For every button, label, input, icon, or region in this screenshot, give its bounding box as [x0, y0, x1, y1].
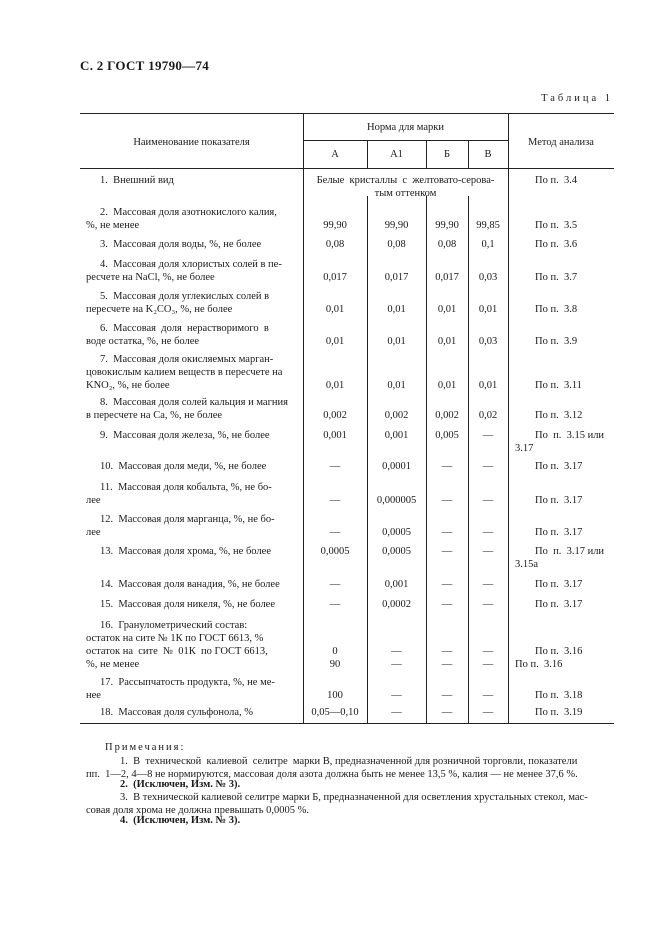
- grade-value: 0,01: [325, 304, 345, 315]
- method-line: По п. 3.6: [535, 239, 578, 250]
- row-name-line: KNO₂, %, не более: [86, 380, 170, 391]
- row-name-line: остаток на сите № 01К по ГОСТ 6613,: [86, 646, 268, 657]
- grade-value: —: [441, 546, 453, 557]
- grade-value: 0,0001: [382, 461, 411, 472]
- method-line: По п. 3.4: [535, 175, 578, 186]
- row-name-line: 5. Массовая доля углекислых солей в: [100, 291, 270, 302]
- grade-value: 0,03: [478, 336, 498, 347]
- row-name-line: нее: [86, 690, 101, 701]
- grade-value: 99,85: [476, 220, 500, 231]
- grade-value: —: [391, 690, 402, 701]
- method-line: По п. 3.17: [535, 579, 583, 590]
- row-name-line: 18. Массовая доля сульфонола, %: [100, 707, 254, 718]
- column-header-name: Наименование показателя: [133, 137, 250, 148]
- grade-value: —: [391, 707, 402, 718]
- grade-value: 0,01: [478, 304, 498, 315]
- grade-value: —: [482, 495, 494, 506]
- row-name-line: 2. Массовая доля азотнокислого калия,: [100, 207, 277, 218]
- row-name-line: %, не менее: [86, 220, 140, 231]
- grade-header-a: А: [331, 149, 339, 160]
- row-name-line: воде остатка, %, не более: [86, 336, 200, 347]
- merged-value-line: Белые кристаллы с желтовато-серова-: [316, 175, 495, 186]
- row-name-line: цовокислым калием веществ в пересчете на: [86, 367, 283, 378]
- note-line: 4. (Исключен, Изм. № 3).: [120, 815, 241, 826]
- note-line: пп. 1—2, 4—8 не нормируются, массовая доля азота должна быть не менее 13,5 %, калия — не менее 37,6 %.: [86, 769, 578, 780]
- row-name-line: 10. Массовая доля меди, %, не более: [100, 461, 267, 472]
- column-header-method: Метод анализа: [528, 137, 594, 148]
- row-name-line: ресчете на NaCl, %, не более: [86, 272, 215, 283]
- grade-value: —: [482, 707, 494, 718]
- method-line: По п. 3.15 или: [535, 430, 605, 441]
- note-line: 1. В технической калиевой селитре марки В, предназначенной для розничной торговли, показатели: [120, 756, 578, 767]
- grade-value: —: [441, 579, 453, 590]
- grade-value: —: [329, 579, 341, 590]
- grade-value: —: [482, 690, 494, 701]
- grade-header-a1: А1: [390, 149, 403, 160]
- grade-value: 0,000005: [376, 495, 417, 506]
- grade-value: 0,01: [325, 336, 345, 347]
- grade-value: 99,90: [384, 220, 409, 231]
- grade-value: 0,01: [437, 380, 457, 391]
- grade-value: 100: [327, 690, 343, 701]
- grade-value: —: [441, 646, 453, 657]
- method-line: По п. 3.18: [535, 690, 583, 701]
- grade-value: —: [482, 579, 494, 590]
- grade-value: —: [441, 659, 453, 670]
- row-name-line: лее: [86, 527, 101, 538]
- grade-value: 0,002: [323, 410, 347, 421]
- row-name-line: 9. Массовая доля железа, %, не более: [100, 430, 270, 441]
- grade-value: 0,01: [325, 380, 345, 391]
- table-header-bottom-rule: [80, 168, 614, 169]
- grade-value: 0,01: [437, 336, 457, 347]
- method-line: 3.15а: [515, 559, 539, 570]
- table-header-inner-rule: [303, 140, 508, 141]
- grade-value: 0,017: [384, 272, 409, 283]
- grade-value: 0,1: [481, 239, 495, 250]
- grade-value: 90: [329, 659, 341, 670]
- method-line: По п. 3.17: [535, 461, 583, 472]
- row-name-line: лее: [86, 495, 101, 506]
- grade-value: —: [482, 430, 494, 441]
- method-line: По п. 3.7: [535, 272, 578, 283]
- method-line: По п. 3.17: [535, 527, 583, 538]
- grade-value: 0,005: [435, 430, 459, 441]
- grade-header-v: В: [484, 149, 492, 160]
- merged-value-line: тым оттенком: [374, 188, 437, 199]
- row-name-line: 13. Массовая доля хрома, %, не более: [100, 546, 271, 557]
- row-name-line: 16. Гранулометрический состав:: [100, 620, 248, 631]
- grade-value: 0,01: [387, 380, 406, 391]
- note-line: совая доля хрома не должна превышать 0,0005 %.: [86, 805, 310, 816]
- grade-value: 0,03: [478, 272, 498, 283]
- grade-value: —: [441, 707, 453, 718]
- column-header-norm: Норма для марки: [366, 122, 445, 133]
- method-line: 3.17: [515, 443, 534, 454]
- grade-value: 0,08: [437, 239, 457, 250]
- table-label: Таблица 1: [541, 93, 613, 104]
- page-header: С. 2 ГОСТ 19790—74: [80, 58, 210, 73]
- grade-value: —: [329, 599, 341, 610]
- grade-value: 0,0005: [320, 546, 350, 557]
- row-name-line: %, не менее: [86, 659, 140, 670]
- grade-value: 0,01: [387, 336, 406, 347]
- row-name-line: 3. Массовая доля воды, %, не более: [100, 239, 262, 250]
- method-line: По п. 3.19: [535, 707, 583, 718]
- grade-value: —: [441, 495, 453, 506]
- method-line: По п. 3.16: [515, 659, 563, 670]
- row-name-line: в пересчете на Са, %, не более: [86, 410, 223, 421]
- table-top-rule: [80, 113, 614, 114]
- grade-value: 0,002: [435, 410, 459, 421]
- grade-value: —: [391, 646, 402, 657]
- method-line: По п. 3.8: [535, 304, 578, 315]
- grade-value: 0,017: [435, 272, 459, 283]
- grade-value: 0,02: [478, 410, 498, 421]
- method-line: По п. 3.9: [535, 336, 578, 347]
- grade-value: 0,01: [387, 304, 406, 315]
- col-divider: [508, 113, 509, 723]
- row-name-line: 11. Массовая доля кобальта, %, не бо-: [100, 482, 272, 493]
- notes-title: Примечания:: [105, 742, 186, 753]
- grade-value: 0,08: [387, 239, 406, 250]
- method-line: По п. 3.16: [535, 646, 583, 657]
- grade-value: 0,08: [325, 239, 345, 250]
- grade-value: —: [482, 527, 494, 538]
- method-line: По п. 3.12: [535, 410, 583, 421]
- grade-value: 0: [332, 646, 338, 657]
- grade-value: —: [482, 646, 494, 657]
- row-name-line: 7. Массовая доля окисляемых марган-: [100, 354, 274, 365]
- row-name-line: 12. Массовая доля марганца, %, не бо-: [100, 514, 275, 525]
- row-name-line: 1. Внешний вид: [100, 175, 174, 186]
- method-line: По п. 3.17: [535, 495, 583, 506]
- grade-value: 0,01: [437, 304, 457, 315]
- grade-value: 0,001: [384, 430, 409, 441]
- note-line: 3. В технической калиевой селитре марки Б, предназначенной для осветления хрустальных стекол, мас-: [120, 792, 588, 803]
- row-name-line: 17. Рассыпчатость продукта, %, не ме-: [100, 677, 275, 688]
- row-name-line: остаток на сите № 1К по ГОСТ 6613, %: [86, 633, 264, 644]
- grade-value: —: [441, 527, 453, 538]
- grade-value: 0,001: [384, 579, 409, 590]
- grade-value: —: [329, 461, 341, 472]
- row-name-line: 14. Массовая доля ванадия, %, не более: [100, 579, 280, 590]
- method-line: По п. 3.17 или: [535, 546, 605, 557]
- grade-value: 0,017: [323, 272, 347, 283]
- grade-value: 99,90: [435, 220, 459, 231]
- row-name-line: 8. Массовая доля солей кальция и магния: [100, 397, 288, 408]
- row-name-line: пересчете на K₂CO₃, %, не более: [86, 304, 233, 315]
- grade-value: —: [391, 659, 402, 670]
- method-line: По п. 3.11: [535, 380, 582, 391]
- row-name-line: 15. Массовая доля никеля, %, не более: [100, 599, 275, 610]
- grade-value: —: [482, 546, 494, 557]
- grade-value: 0,002: [384, 410, 409, 421]
- grade-header-b: Б: [443, 149, 451, 160]
- method-line: По п. 3.17: [535, 599, 583, 610]
- grade-value: 0,0002: [382, 599, 411, 610]
- grade-value: 0,01: [478, 380, 498, 391]
- grade-value: —: [482, 599, 494, 610]
- row-name-line: 6. Массовая доля нерастворимого в: [100, 323, 269, 334]
- row-name-line: 4. Массовая доля хлористых солей в пе-: [100, 259, 282, 270]
- grade-value: —: [441, 690, 453, 701]
- grade-value: 99,90: [323, 220, 347, 231]
- grade-value: —: [441, 461, 453, 472]
- table-bottom-rule: [80, 723, 614, 724]
- method-line: По п. 3.5: [535, 220, 578, 231]
- grade-value: —: [482, 659, 494, 670]
- grade-value: —: [441, 599, 453, 610]
- grade-value: —: [329, 527, 341, 538]
- grade-value: 0,05—0,10: [311, 707, 359, 718]
- grade-value: —: [482, 461, 494, 472]
- grade-value: 0,0005: [382, 527, 411, 538]
- note-line: 2. (Исключен, Изм. № 3).: [120, 779, 241, 790]
- grade-value: 0,0005: [382, 546, 411, 557]
- grade-value: 0,001: [323, 430, 347, 441]
- grade-value: —: [329, 495, 341, 506]
